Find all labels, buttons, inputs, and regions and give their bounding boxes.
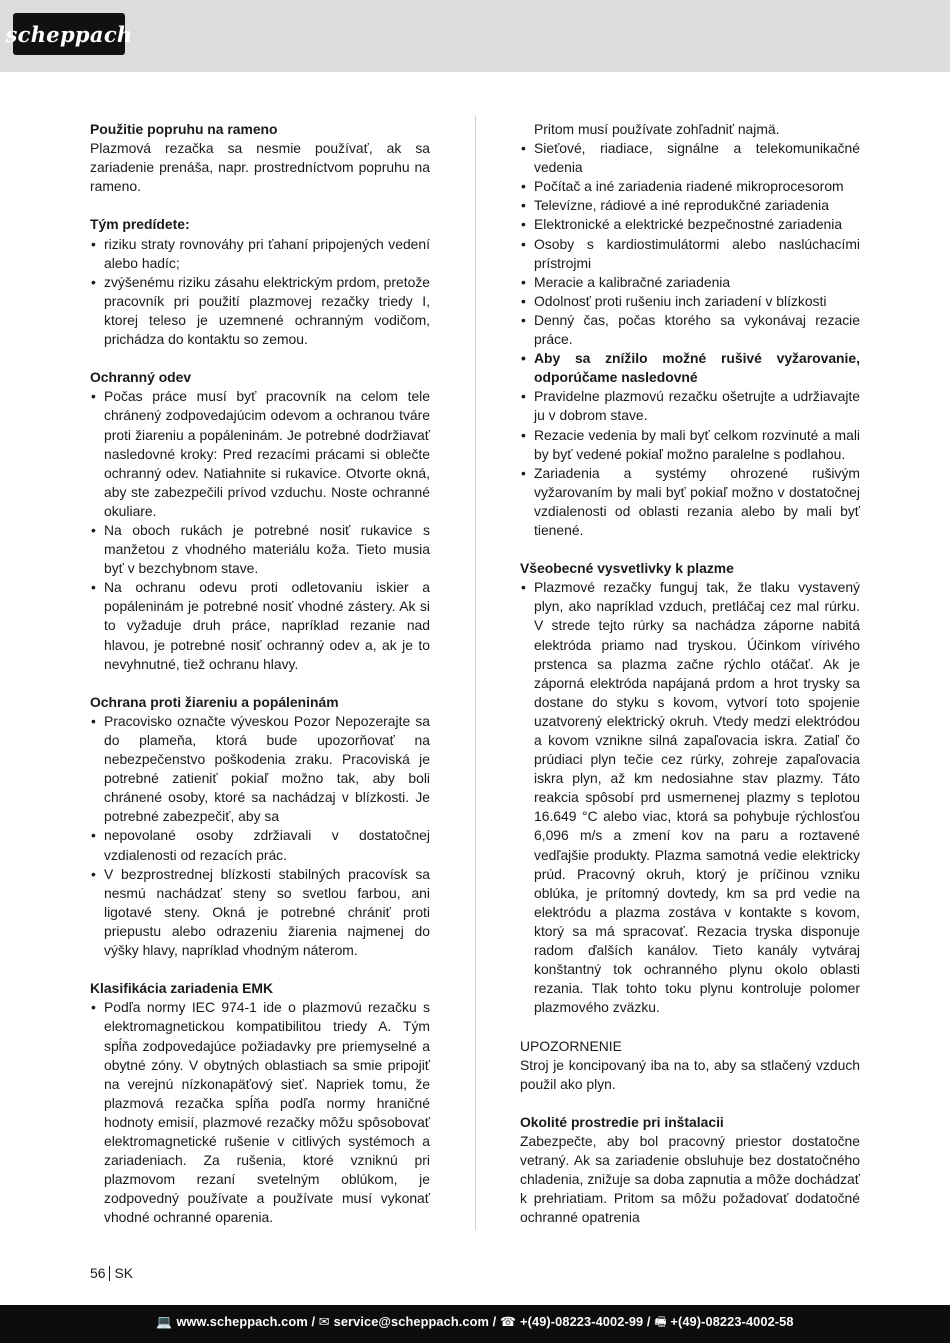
section-protective-clothing (90, 368, 430, 674)
paragraph: Plazmová rezačka sa nesmie používať, ak sa zariadenie prenáša, napr. prostredníctvom popruhu na rameno. (90, 140, 430, 195)
list-item: • Zariadenia a systémy ohrozené rušivým vyžarovaním by mali byť pokiaľ možno v dostatočnej vzdialenosti od oblasti rezania alebo by mali byť tienené. (520, 464, 860, 540)
email-link[interactable]: service@scheppach.com / (333, 1314, 497, 1329)
section-heading: Ochrana proti žiareniu a popáleninám (90, 693, 339, 710)
contact-line (156, 1313, 793, 1335)
section-emc-classification (90, 979, 430, 1227)
bullet-list (90, 712, 430, 960)
list-item: • Osoby s kardiostimulátormi alebo naslúchacími prístrojmi (520, 235, 860, 273)
section-plasma-explanation (520, 559, 860, 1017)
list-item: • zvýšenému riziku zásahu elektrickým prdom, pretože pracovník pri použití plazmovej rezačky triedy I, ktorej teleso je uzemnené ochranným vodičom, prichádza do kontaktu so zemou. (90, 273, 430, 349)
bullet-list (90, 998, 430, 1227)
left-column (90, 120, 430, 1227)
bullet-list (520, 578, 860, 1017)
list-item: • Elektronické a elektrické bezpečnostné zariadenia (520, 215, 860, 234)
page-number-separator (109, 1266, 110, 1281)
section-heading: Ochranný odev (90, 369, 192, 386)
phone-number: +(49)-08223-4002-99 / (520, 1314, 651, 1329)
list-item: • Televízne, rádiové a iné reprodukčné zariadenia (520, 196, 860, 215)
page-number (90, 1265, 133, 1281)
header-bar (0, 0, 950, 72)
list-item: • Podľa normy IEC 974-1 ide o plazmovú rezačku s elektromagnetickou kompatibilitou triedy A. Tým spĺňa zodpovedajúce požiadavky pre priemyselné a obytné zóny. V obytných oblastiach sa smie pripojiť na verejnú nízkonapäťový sieť. Napriek tomu, že plazmová rezačka spĺňa podľa normy hraničné hodnoty emisií, plazmové rezačky môžu spôsobovať elektromagnetické rušenie v citlivých systémoch a zariadeniach. Za rušenia, ktoré vzniknú pri plazmovom rezaní svetelným oblúkom, je zodpovedný používate a používate musí vykonať vhodné ochranné oparenia. (90, 998, 430, 1227)
list-item: • Meracie a kalibračné zariadenia (520, 273, 860, 292)
list-item: • Na oboch rukách je potrebné nosiť rukavice s manžetou z vhodného materiálu koža. Tieto musia byť v bezchybnom stave. (90, 521, 430, 578)
section-installation-environment (520, 1113, 860, 1228)
list-item: • Sieťové, riadiace, signálne a telekomunikačné vedenia (520, 139, 860, 177)
section-heading: Všeobecné vysvetlivky k plazme (520, 560, 734, 577)
right-column (520, 120, 860, 1227)
list-item: • Počítač a iné zariadenia riadené mikroprocesorom (520, 177, 860, 196)
list-item: • Plazmové rezačky funguj tak, že tlaku vystavený plyn, ako napríklad vzduch, pretláčaj cez mal rúrku. V strede tejto rúrky sa nachádza záporne nabitá elektróda priamo nad tryskou. Účinkom vírivého prstenca sa plazma začne rýchlo otáčať. Ak je záporná elektróda napájaná prdom a hrot trysky sa dostane do styku s kovom, vytvorí toto spojenie uzatvorený elektrický okruh. Vtedy medzi elektródou a kovom vznikne silná zapaľovacia iskra. Zatiaľ čo prúdiaci plyn tečie cez rúrky, zohreje zapaľovacia iskra plyn, až km nedosiahne stav plazmy. Táto reakcia spôsobí prd usmernenej plazmy s teplotou 16.649 °C alebo viac, ktorá sa pohybuje rýchlosťou 6,096 m/s a zmení kov na paru a roztavené vedľajšie produkty. Plazma samotná vedie elektricky prúd. Pracovný okruh, ktorý je príčinou vzniku oblúka, je prítomný dovtedy, km sa prd vedie na elektródu a plazma zostáva v kontakte s kovom, ktorý sa má spracovať. Rezacia tryska disponuje radom ďalších kanálov. Tieto kanály vytváraj konštantný tok ochranného plynu okolo oblasti rezania. Tlak tohto toku plynu kontroluje polomer plazmového zväzku. (520, 578, 860, 1017)
mail-icon: ✉ (318, 1314, 330, 1329)
section-notice (520, 1037, 860, 1094)
list-item-bold: • Aby sa znížilo možné rušivé vyžarovanie, odporúčame nasledovné (520, 349, 860, 387)
paragraph: Pritom musí používate zohľadniť najmä. (534, 121, 780, 137)
fax-number: +(49)-08223-4002-58 (670, 1314, 794, 1329)
list-item: • Pracovisko označte výveskou Pozor Nepozerajte sa do plameňa, ktorá bude upozorňovať na nebezpečenstvo poškodenia zraku. Pracoviská je potrebné zatieniť pokiaľ možno tak, aby boli chránené osoby, ktoré sa nachádzaj v blízkosti. Je potrebné zabezpečiť, aby sa (90, 712, 430, 827)
list-item: • Odolnosť proti rušeniu inch zariadení v blízkosti (520, 292, 860, 311)
bullet-list (520, 139, 860, 540)
list-item: • Počas práce musí byť pracovník na celom tele chránený zodpovedajúcim odevom a ochranou tváre proti žiareniu a popáleninám. Je potrebné dodržiavať nasledovné kroky: Pred rezacími prácami si oblečte ochranný odev. Natiahnite si rukavice. Otvorte okná, aby ste zabezpečili prívod vzduchu. Noste ochranné okuliare. (90, 387, 430, 521)
list-item: • riziku straty rovnováhy pri ťahaní pripojených vedení alebo hadíc; (90, 235, 430, 273)
list-item: • Pravidelne plazmovú rezačku ošetrujte a udržiavajte ju v dobrom stave. (520, 387, 860, 425)
column-divider (475, 116, 476, 1230)
computer-icon: 💻 (156, 1314, 173, 1329)
language-code: SK (114, 1265, 133, 1281)
section-radiation-protection (90, 693, 430, 960)
list-item: • V bezprostrednej blízkosti stabilných pracovísk sa nesmú nachádzať steny so svetlou farbou, ani ligotavé steny. Okná je potrebné chrániť proti priepustu alebo odrazeniu žiarenia najmenej do výšky hlavy, napríklad vhodným náterom. (90, 865, 430, 960)
bullet-list (90, 235, 430, 350)
notice-label: UPOZORNENIE (520, 1037, 622, 1054)
section-heading: Tým predídete: (90, 216, 190, 233)
list-item: • Denný čas, počas ktorého sa vykonávaj rezacie práce. (520, 311, 860, 349)
section-shoulder-strap (90, 120, 430, 196)
section-heading: Okolité prostredie pri inštalacii (520, 1113, 724, 1130)
fax-icon: 🖷 (654, 1314, 667, 1329)
scheppach-logo (5, 13, 133, 55)
page-number-value: 56 (90, 1265, 106, 1281)
paragraph: Stroj je koncipovaný iba na to, aby sa stlačený vzduch použil ako plyn. (520, 1056, 860, 1092)
logo-text: scheppach (5, 21, 133, 47)
paragraph: Zabezpečte, aby bol pracovný priestor dostatočne vetraný. Ak sa zariadenie obsluhuje bez dostatočného chladenia, znižuje sa doba zapnutia a môže dochádzať k prehriatiam. Pritom sa môžu požadovať dodatočné ochranné opatrenia (520, 1132, 860, 1226)
section-emc-considerations (520, 120, 860, 540)
list-item: • Rezacie vedenia by mali byť celkom rozvinuté a mali by byť vedené pokiaľ možno paralelne s podlahou. (520, 426, 860, 464)
website-link[interactable]: www.scheppach.com / (176, 1314, 316, 1329)
bullet-list (90, 387, 430, 673)
section-heading: Použitie popruhu na rameno (90, 121, 278, 137)
contact-footer-bar (0, 1305, 950, 1343)
phone-icon: ☎ (500, 1314, 517, 1329)
section-heading: Klasifikácia zariadenia EMK (90, 980, 273, 997)
list-item: • nepovolané osoby zdržiavali v dostatočnej vzdialenosti od rezacích prác. (90, 826, 430, 864)
section-avoid (90, 215, 430, 349)
list-item: • Na ochranu odevu proti odletovaniu iskier a popáleninám je potrebné nosiť vhodné zástery. Ak si to vyžaduje druh práce, napríklad rezanie nad hlavou, je potrebné nosiť ochranný odev a, ak je to nevyhnutné, tiež ochranu hlavy. (90, 578, 430, 673)
